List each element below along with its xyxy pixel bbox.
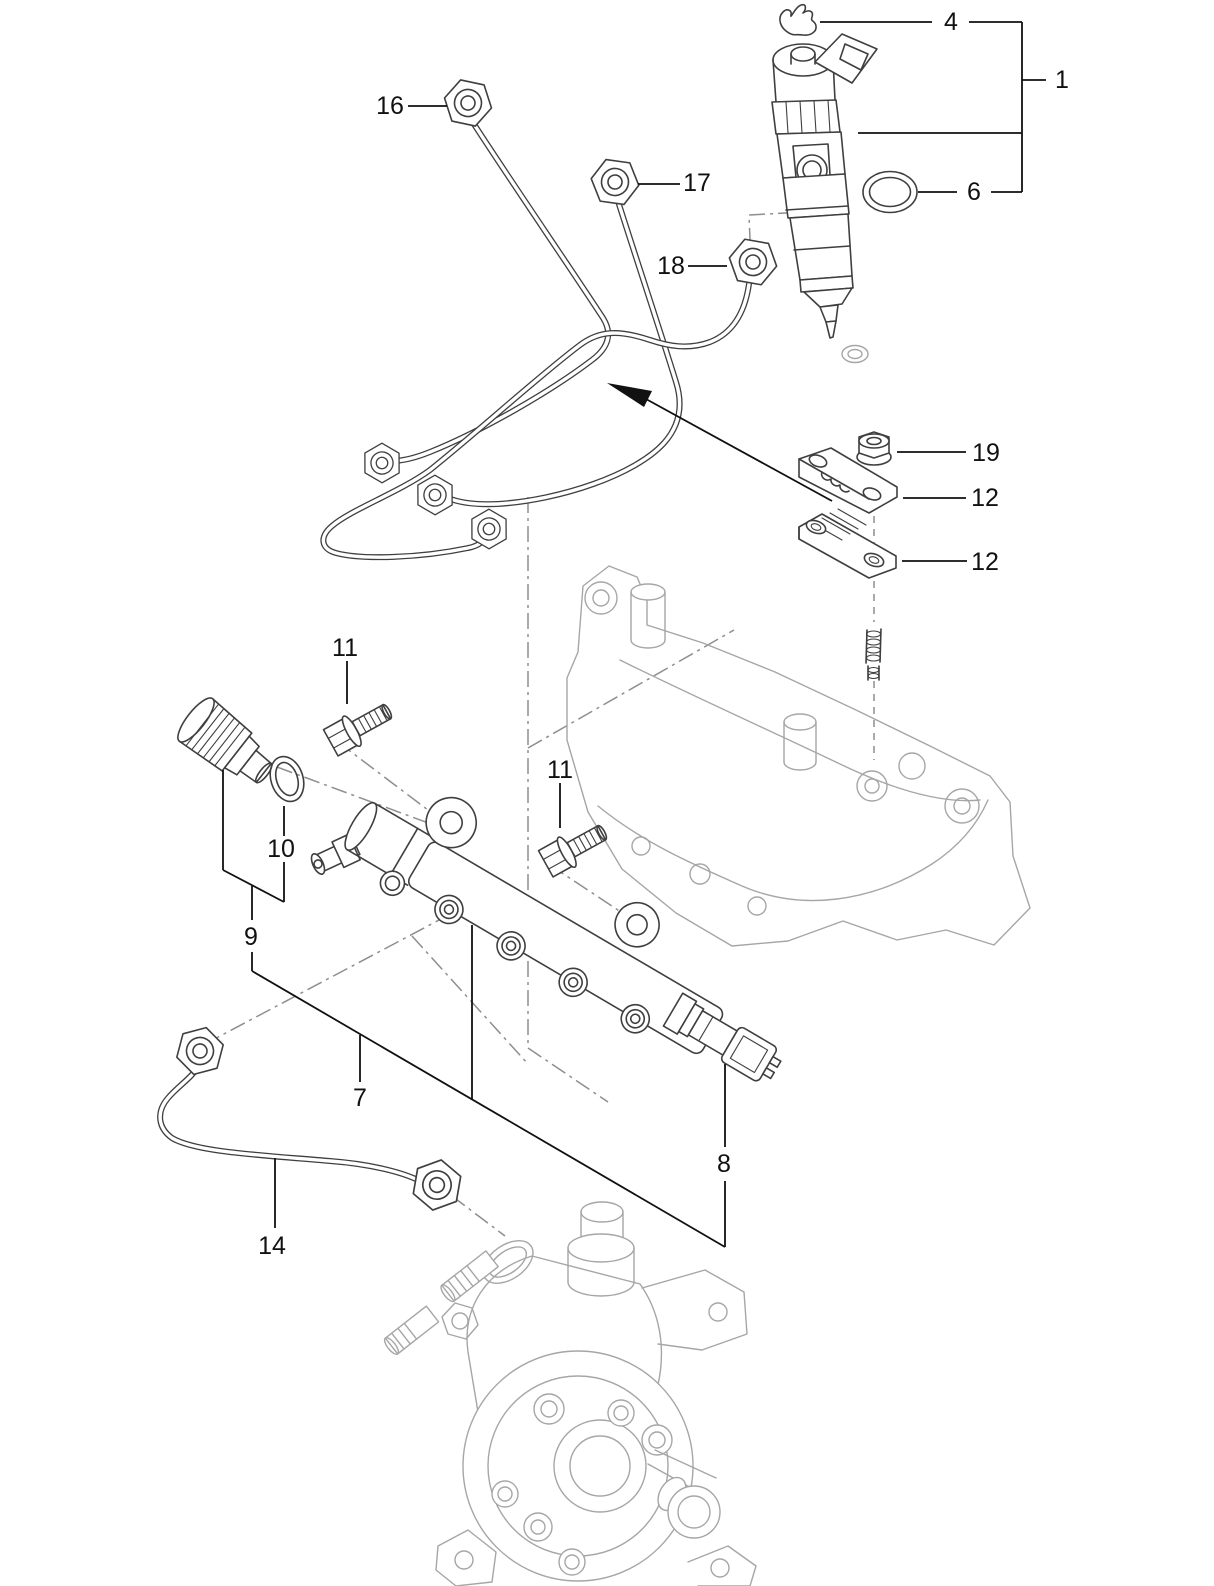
construction-lines-layer: [205, 211, 874, 1236]
callout-6: 6: [967, 178, 981, 206]
pipe-nut-16: [440, 77, 496, 128]
rail-bolt-11b: [538, 816, 613, 878]
construction-line-3: [338, 742, 428, 810]
fuel-feed-pipe-14-drawing: [160, 1025, 468, 1215]
rail-bolt-11a: [323, 695, 398, 757]
callout-19: 19: [972, 439, 1000, 467]
clamp-stud-drawing: [866, 629, 881, 680]
cylinder-head-manifold-drawing: [567, 566, 1030, 946]
leader-line-9: [223, 870, 284, 902]
callout-16: 16: [376, 92, 404, 120]
oring-6-drawing: [863, 172, 917, 213]
callout-11a: 11: [332, 634, 358, 662]
callout-4: 4: [944, 8, 958, 36]
injection-pipe-17-drawing: [448, 198, 680, 504]
direction-arrow: [607, 383, 832, 501]
callout-12a: 12: [971, 484, 999, 512]
callout-1: 1: [1055, 66, 1069, 94]
callout-17: 17: [683, 169, 711, 197]
high-pressure-pump-drawing: [382, 1202, 756, 1586]
callout-10: 10: [267, 835, 295, 863]
oring-10-drawing: [265, 752, 310, 806]
clamp-lower-12-drawing: [799, 509, 896, 578]
construction-line-9: [528, 1048, 608, 1102]
callout-14: 14: [258, 1232, 286, 1260]
injector-sealing-washer-drawing: [842, 346, 868, 363]
callout-labels-layer: [244, 8, 1069, 1260]
fuel-injector-drawing: [772, 5, 877, 338]
pipe-nut-18: [726, 237, 781, 287]
callout-9: 9: [244, 923, 258, 951]
construction-line-5: [205, 910, 458, 1044]
construction-line-6: [452, 1196, 505, 1236]
flange-nut-19-drawing: [857, 432, 891, 465]
callout-7: 7: [353, 1084, 367, 1112]
plug-9-drawing: [172, 693, 283, 797]
callout-11b: 11: [547, 756, 573, 784]
fuel-rail-drawing: [308, 755, 815, 1108]
callout-8: 8: [717, 1150, 731, 1178]
pipe-nut-17: [588, 158, 641, 206]
callout-18: 18: [657, 252, 685, 280]
construction-line-8: [528, 630, 734, 748]
callout-12b: 12: [971, 548, 999, 576]
retaining-clip-drawing: [780, 5, 816, 36]
